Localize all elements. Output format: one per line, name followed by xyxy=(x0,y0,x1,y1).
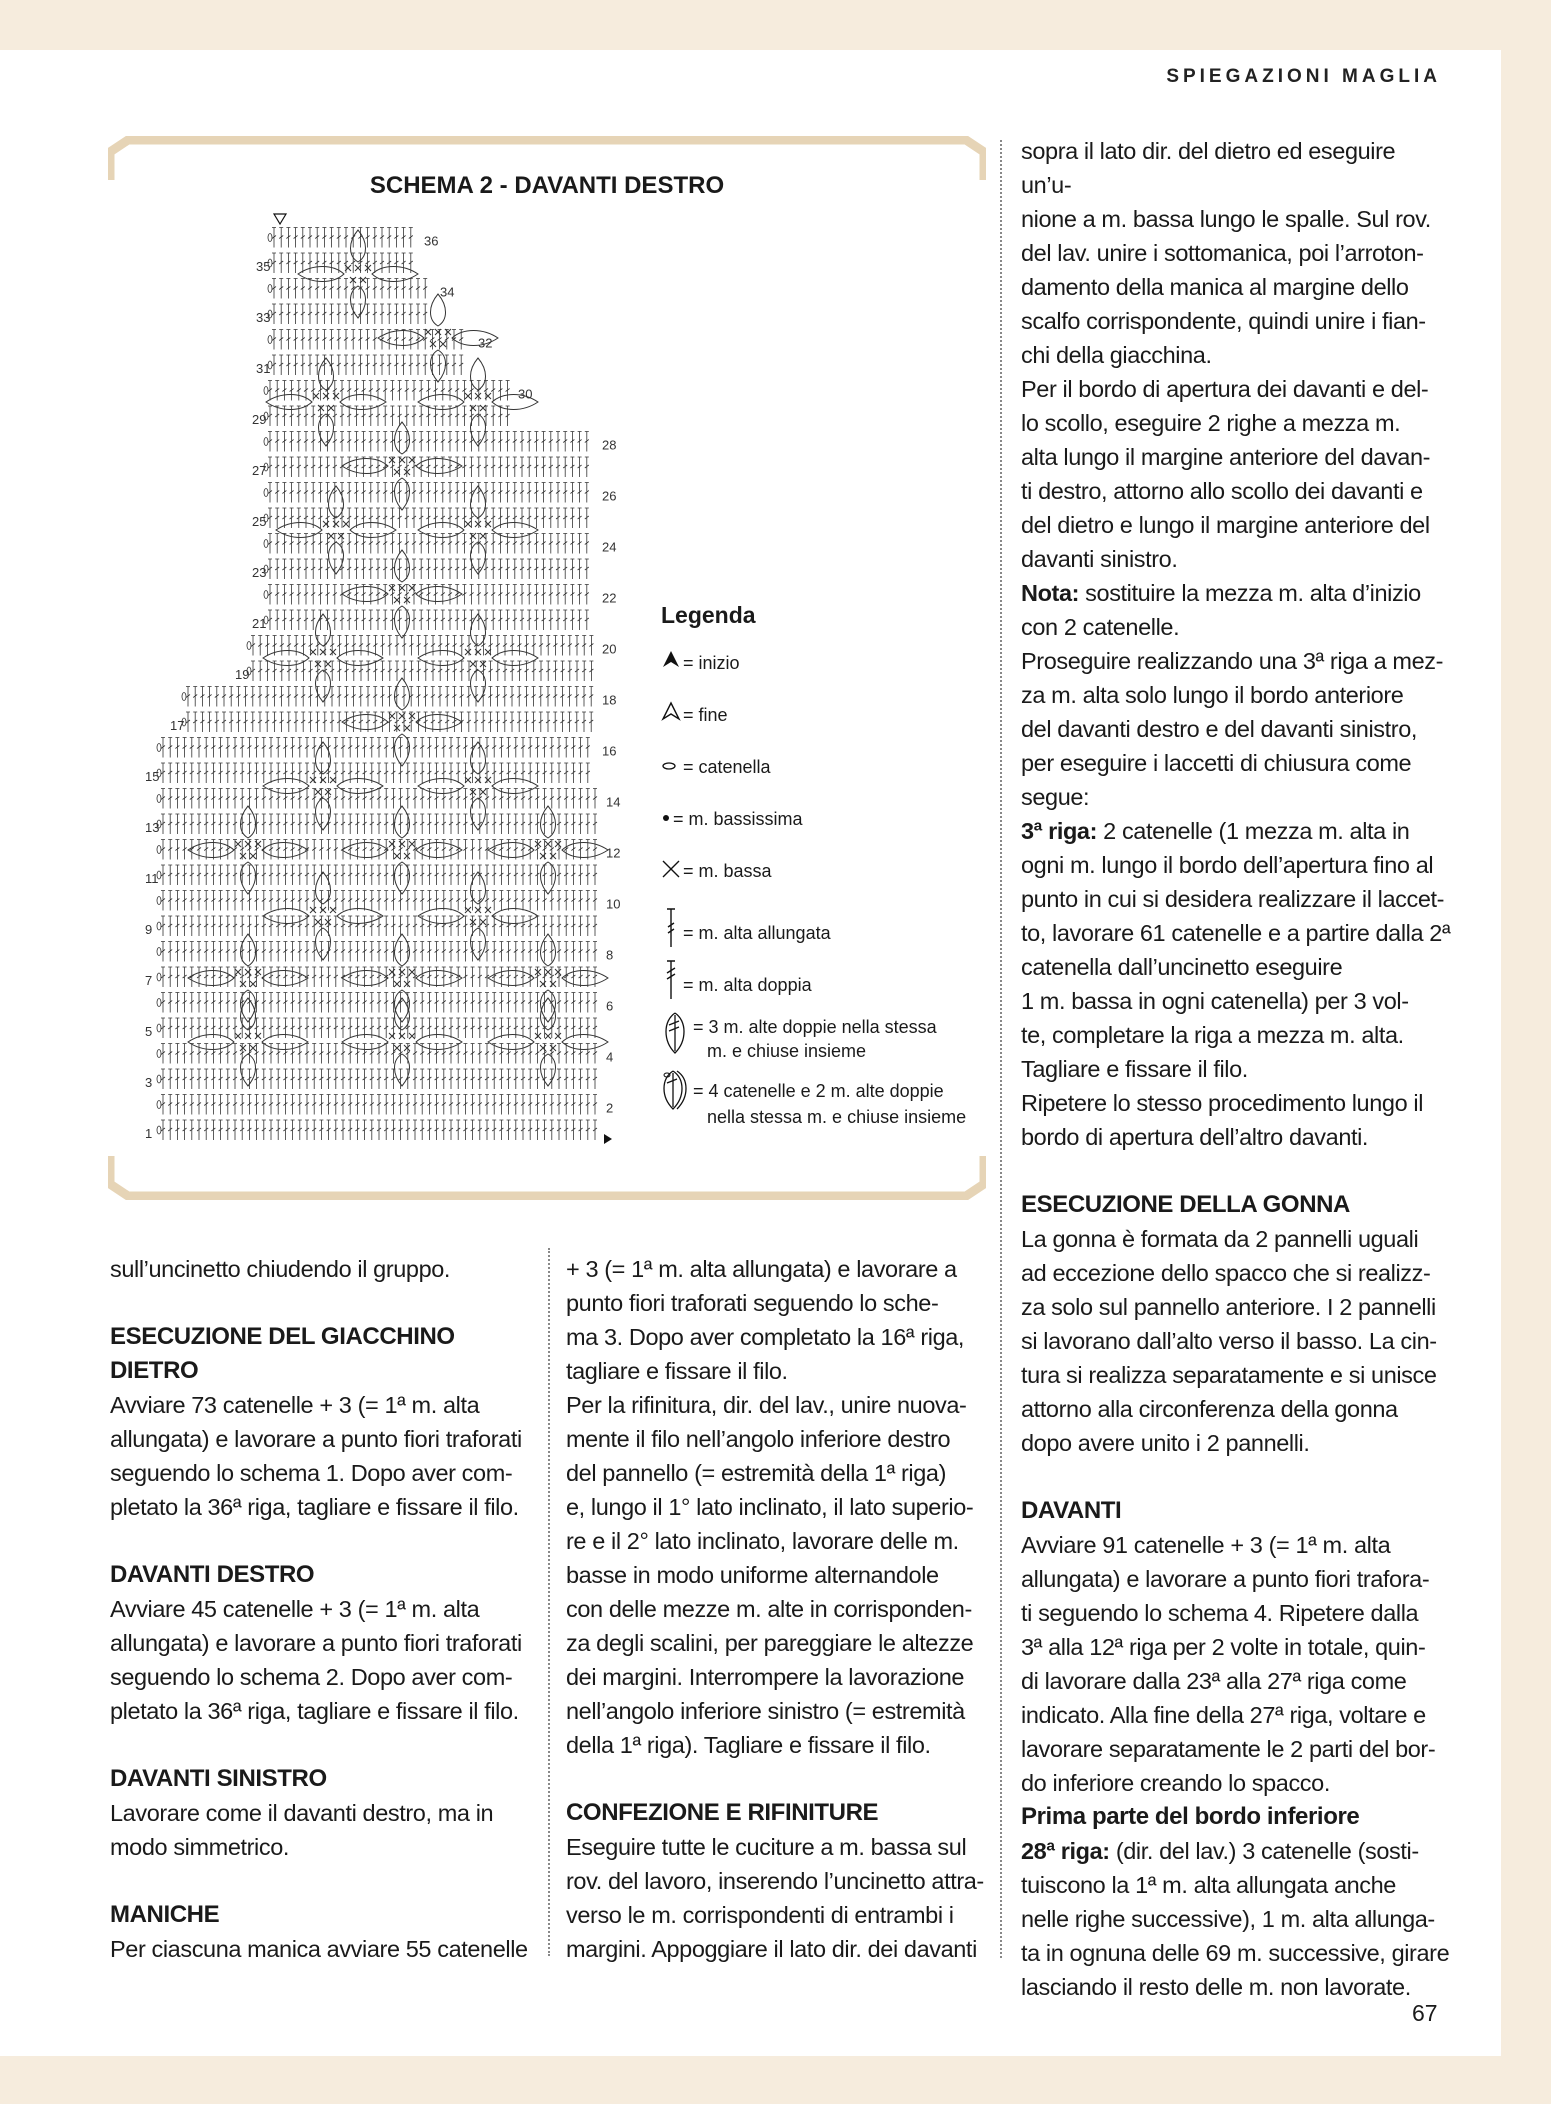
row-number: 24 xyxy=(602,539,617,555)
row-number: 3 xyxy=(145,1075,153,1090)
legend-item-edc: = m. alta allungata xyxy=(661,907,981,959)
chain-mark xyxy=(157,973,161,981)
sc-cross-mark xyxy=(323,521,349,539)
sc-cross-mark xyxy=(235,1033,261,1051)
chart-row xyxy=(157,891,597,911)
text-column-2 xyxy=(566,1252,994,1966)
paragraph: sull’uncinetto chiudendo il gruppo. xyxy=(110,1256,451,1282)
chart-stitches xyxy=(161,916,597,936)
legend-item-treble: = m. alta doppia xyxy=(661,959,981,1011)
heading-gonna: ESECUZIONE DELLA GONNA xyxy=(1021,1191,1350,1218)
chart-row xyxy=(264,432,589,452)
petal-mark xyxy=(395,422,410,454)
row-number: 7 xyxy=(145,973,153,988)
text-line: punto fiori traforati seguendo lo sche- xyxy=(566,1290,939,1316)
petal-mark xyxy=(241,806,256,838)
chart-stitches xyxy=(186,687,593,707)
text-line: damento della manica al margine dello xyxy=(1021,274,1409,300)
chart-stitches xyxy=(161,891,597,911)
petal-mark xyxy=(418,779,464,794)
chart-stitches xyxy=(161,1120,597,1140)
chain-mark xyxy=(157,846,161,854)
petal-mark xyxy=(266,395,312,410)
petal-mark xyxy=(492,779,538,794)
paragraph-davanti-sinistro: Lavorare come il davanti destro, ma in modo simmetrico. xyxy=(110,1800,494,1860)
paragraph-nota: Nota: sostituire la mezza m. alta d’inizio con 2 catenelle. Proseguire realizzando una 3ª riga a mez- za m. alta solo lungo il bordo anteriore del davanti destro e del davanti sinistro, per eseguire i laccetti di chiusura come segue: xyxy=(1021,580,1444,810)
legend-title: Legenda xyxy=(661,602,756,628)
petal-mark xyxy=(241,1054,256,1086)
text-line: nell’angolo inferiore sinistro (= estremità xyxy=(566,1698,965,1724)
text-line: za m. alta solo lungo il bordo anteriore xyxy=(1021,682,1404,708)
petal-mark xyxy=(395,1054,410,1086)
text-line: ti destro, attorno allo scollo dei davanti e xyxy=(1021,478,1423,504)
text-line: basse in modo uniforme alternandole xyxy=(566,1562,939,1588)
petal-mark xyxy=(395,478,410,510)
petal-mark xyxy=(298,267,344,282)
row-number: 11 xyxy=(145,871,159,886)
paragraph-davanti-destro: Avviare 45 catenelle + 3 (= 1ª m. alta allungata) e lavorare a punto fiori traforati seguendo lo schema 2. Dopo aver com- pletato la 36ª riga, tagliare e fissare il filo. xyxy=(110,1596,522,1724)
petal-mark xyxy=(263,779,309,794)
chain-mark xyxy=(268,285,272,293)
legend xyxy=(661,602,981,1127)
chart-stitches xyxy=(268,559,589,579)
petal-mark xyxy=(337,651,383,666)
text-line: Tagliare e fissare il filo. xyxy=(1021,1056,1248,1082)
row-number: 25 xyxy=(252,514,267,529)
chain-mark xyxy=(157,795,161,803)
sc-cross-mark xyxy=(465,393,491,411)
row-number: 1 xyxy=(145,1126,153,1141)
chain-mark xyxy=(264,489,268,497)
row-number: 22 xyxy=(602,590,617,606)
chain-mark xyxy=(268,234,272,242)
row-number: 23 xyxy=(252,565,267,580)
petal-mark xyxy=(340,395,386,410)
row-number: 32 xyxy=(478,335,493,351)
chart-row xyxy=(157,814,597,834)
text-line: ogni m. lungo il bordo dell’apertura fino al xyxy=(1021,852,1434,878)
text-column-3 xyxy=(1021,134,1451,2004)
chain-mark xyxy=(182,693,186,701)
petal-mark xyxy=(188,1035,234,1050)
petal-mark xyxy=(471,358,486,390)
legend-item-cluster4: = 4 catenelle e 2 m. alte doppie nella stessa m. e chiuse insieme xyxy=(661,1067,981,1127)
chart-row xyxy=(268,253,413,273)
chart-row xyxy=(268,330,463,350)
chart-row xyxy=(264,610,589,630)
chart-stitches xyxy=(161,967,597,987)
text-line: catenella dall’uncinetto eseguire xyxy=(1021,954,1343,980)
text-line: tura si realizza separatamente e si unisce xyxy=(1021,1362,1437,1388)
text-line: ad eccezione dello spacco che si realizz- xyxy=(1021,1260,1431,1286)
text-line: Avviare 91 catenelle + 3 (= 1ª m. alta xyxy=(1021,1532,1391,1558)
text-line: 1 m. bassa in ogni catenella) per 3 vol- xyxy=(1021,988,1409,1014)
row-number: 12 xyxy=(606,845,621,861)
petal-mark xyxy=(488,843,534,858)
text-line: te, completare la riga a mezza m. alta. xyxy=(1021,1022,1404,1048)
chart-row xyxy=(264,508,589,528)
text-line: Ripetere lo stesso procedimento lungo il xyxy=(1021,1090,1424,1116)
petal-mark xyxy=(188,971,234,986)
text-line: lavorare separatamente le 2 parti del bor- xyxy=(1021,1736,1436,1762)
chain-mark xyxy=(157,1024,161,1032)
chart-row xyxy=(157,1069,597,1089)
legend-item-end: = fine xyxy=(661,699,981,751)
text-line: si lavorano dall’alto verso il basso. La cin- xyxy=(1021,1328,1437,1354)
text-line: con 2 catenelle. xyxy=(1021,614,1180,640)
paragraph-gonna xyxy=(1021,1222,1451,1460)
row-number: 10 xyxy=(606,896,621,912)
sc-cross-mark xyxy=(389,841,415,859)
chart-row xyxy=(264,585,589,605)
text-line: attorno alla circonferenza della gonna xyxy=(1021,1396,1398,1422)
chart-row xyxy=(268,228,413,248)
text-line: mente il filo nell’angolo inferiore destro xyxy=(566,1426,951,1452)
legend-item-sc: = m. bassa xyxy=(661,855,981,907)
petal-mark xyxy=(418,651,464,666)
petal-mark xyxy=(488,971,534,986)
column-separator xyxy=(548,1248,550,1956)
paragraph-rifinitura xyxy=(566,1252,994,1762)
petal-mark xyxy=(416,587,462,602)
text-line: del dietro e lungo il margine anteriore del xyxy=(1021,512,1430,538)
text-line: con delle mezze m. alte in corrisponden- xyxy=(566,1596,972,1622)
text-line: do inferiore creando lo spacco. xyxy=(1021,1770,1330,1796)
text-line: scalfo corrispondente, quindi unire i fian- xyxy=(1021,308,1426,334)
running-head: SPIEGAZIONI MAGLIA xyxy=(1166,66,1441,87)
chart-stitches xyxy=(161,789,597,809)
text-line: Eseguire tutte le cuciture a m. bassa sul xyxy=(566,1834,967,1860)
row-number: 36 xyxy=(424,233,439,249)
chain-mark xyxy=(247,642,251,650)
chart-stitches xyxy=(161,865,597,885)
chain-mark xyxy=(157,948,161,956)
paragraph-davanti-gonna xyxy=(1021,1528,1451,1800)
text-line: nelle righe successive), 1 m. alta allunga- xyxy=(1021,1906,1435,1932)
petal-mark xyxy=(351,230,366,262)
petal-mark xyxy=(395,550,410,582)
text-line: verso le m. corrispondenti di entrambi i xyxy=(566,1902,954,1928)
chart-row xyxy=(264,534,589,554)
chart-row xyxy=(157,789,597,809)
schema-figure xyxy=(108,136,986,1200)
chart-stitches xyxy=(268,432,589,452)
text-line: di lavorare dalla 23ª alla 27ª riga come xyxy=(1021,1668,1407,1694)
petal-mark xyxy=(492,651,538,666)
row-number: 34 xyxy=(440,284,455,300)
petal-mark xyxy=(416,459,462,474)
row-number: 2 xyxy=(606,1100,614,1116)
petal-mark xyxy=(541,1054,556,1086)
petal-mark xyxy=(337,779,383,794)
text-line: della 1ª riga). Tagliare e fissare il filo. xyxy=(566,1732,931,1758)
petal-mark xyxy=(241,934,256,966)
chart-stitches xyxy=(272,253,413,273)
sc-cross-mark xyxy=(345,265,371,283)
text-line: 3ª alla 12ª riga per 2 volte in totale, quin- xyxy=(1021,1634,1426,1660)
end-marker xyxy=(274,214,286,224)
chain-mark xyxy=(264,540,268,548)
page-number: 67 xyxy=(1412,2000,1438,2026)
text-line: rov. del lavoro, inserendo l’uncinetto attra- xyxy=(566,1868,984,1894)
sc-cross-mark xyxy=(465,521,491,539)
chart-stitches xyxy=(186,712,593,732)
text-line: indicato. Alla fine della 27ª riga, voltare e xyxy=(1021,1702,1426,1728)
petal-mark xyxy=(416,843,462,858)
chain-mark xyxy=(157,744,161,752)
text-line: del lav. unire i sottomanica, poi l’arroton- xyxy=(1021,240,1424,266)
row-number: 4 xyxy=(606,1049,614,1065)
chart-stitches xyxy=(272,304,427,324)
chart-stitches xyxy=(161,942,597,962)
text-line: per eseguire i laccetti di chiusura come xyxy=(1021,750,1412,776)
chart-row xyxy=(157,865,597,885)
text-line: tagliare e fissare il filo. xyxy=(566,1358,788,1384)
chart-stitches xyxy=(268,483,589,503)
text-line: nione a m. bassa lungo le spalle. Sul rov. xyxy=(1021,206,1431,232)
row-number: 26 xyxy=(602,488,617,504)
chain-mark xyxy=(157,897,161,905)
paragraph-giacchino: Avviare 73 catenelle + 3 (= 1ª m. alta allungata) e lavorare a punto fiori traforati seguendo lo schema 1. Dopo aver com- pletato la 36ª riga, tagliare e fissare il filo. xyxy=(110,1392,522,1520)
text-line: sopra il lato dir. del dietro ed eseguire un’u- xyxy=(1021,138,1396,198)
row-number: 31 xyxy=(256,361,271,376)
text-line: dei margini. Interrompere la lavorazione xyxy=(566,1664,965,1690)
row-number: 6 xyxy=(606,998,614,1014)
text-line: segue: xyxy=(1021,784,1090,810)
chart-stitches xyxy=(272,228,413,248)
text-line: za solo sul pannello anteriore. I 2 pannelli xyxy=(1021,1294,1436,1320)
legend-item-cluster3: = 3 m. alte doppie nella stessa m. e chiuse insieme xyxy=(661,1011,981,1067)
petal-mark xyxy=(395,734,410,766)
paragraph-riga28: 28ª riga: (dir. del lav.) 3 catenelle (sosti- tuiscono la 1ª m. alta allungata anche nelle righe successive), 1 m. alta allunga- ta in ognuna delle 69 m. successive, girare lasciando il resto delle m. non lavorate. xyxy=(1021,1838,1450,2000)
legend-item-chain: = catenella xyxy=(661,751,981,803)
chart-stitches xyxy=(251,661,593,681)
chart-row xyxy=(157,1044,597,1064)
text-line: to, lavorare 61 catenelle e a partire dalla 2ª xyxy=(1021,920,1451,946)
row-number: 20 xyxy=(602,641,617,657)
row-number: 27 xyxy=(252,463,267,478)
row-number: 29 xyxy=(252,412,267,427)
heading-davanti-sinistro: DAVANTI SINISTRO xyxy=(110,1765,327,1792)
petal-mark xyxy=(562,1035,608,1050)
text-line: ma 3. Dopo aver completato la 16ª riga, xyxy=(566,1324,965,1350)
paragraph-riga3: 3ª riga: 2 catenelle (1 mezza m. alta in ogni m. lungo il bordo dell’apertura fino al punto in cui si desidera realizzare il laccet- to, lavorare 61 catenelle e a partire dalla 2ª catenella dall’uncinetto eseguire 1 m. bassa in ogni catenella) per 3 vol- te, completare la riga a mezza m. alta. Tagliare e fissare il filo. Ripetere lo stesso procedimento lungo il bordo di apertura dell’altro davanti. xyxy=(1021,818,1451,1150)
text-line: allungata) e lavorare a punto fiori trafora- xyxy=(1021,1566,1430,1592)
petal-mark xyxy=(350,523,396,538)
chart-stitches xyxy=(161,840,597,860)
sc-cross-mark xyxy=(535,1033,561,1051)
row-number: 21 xyxy=(252,616,267,631)
text-line: Per il bordo di apertura dei davanti e del- xyxy=(1021,376,1429,402)
chain-mark xyxy=(157,1101,161,1109)
chart-stitches xyxy=(161,814,597,834)
heading-confezione: CONFEZIONE E RIFINITURE xyxy=(566,1799,879,1826)
text-line: bordo di apertura dell’altro davanti. xyxy=(1021,1124,1369,1150)
chain-mark xyxy=(157,1126,161,1134)
heading-davanti-destro: DAVANTI DESTRO xyxy=(110,1561,315,1588)
row-number: 13 xyxy=(145,820,160,835)
text-line: lasciando il resto delle m. non lavorate. xyxy=(1021,1974,1411,2000)
chart-row xyxy=(157,1120,597,1140)
petal-mark xyxy=(241,862,256,894)
chart-row xyxy=(264,559,589,579)
petal-mark xyxy=(395,606,410,638)
chart-row xyxy=(182,687,593,707)
chain-mark xyxy=(264,387,268,395)
text-line: margini. Appoggiare il lato dir. dei davanti xyxy=(566,1936,977,1962)
text-column-1 xyxy=(110,1252,538,1966)
row-number: 28 xyxy=(602,437,617,453)
row-number: 33 xyxy=(256,310,271,325)
paragraph-unione xyxy=(1021,134,1451,576)
text-line: re e il 2° lato inclinato, lavorare delle m. xyxy=(566,1528,959,1554)
petal-mark xyxy=(395,862,410,894)
chart-row xyxy=(268,279,427,299)
text-line: tuiscono la 1ª m. alta allungata anche xyxy=(1021,1872,1396,1898)
schema-title: SCHEMA 2 - DAVANTI DESTRO xyxy=(369,172,725,199)
legend-item-start: = inizio xyxy=(661,647,981,699)
text-line: davanti sinistro. xyxy=(1021,546,1178,572)
chain-mark xyxy=(264,591,268,599)
chart-stitches xyxy=(161,1095,597,1115)
chain-mark xyxy=(157,999,161,1007)
text-line: dopo avere unito i 2 pannelli. xyxy=(1021,1430,1310,1456)
chart-row xyxy=(157,738,590,758)
sc-cross-mark xyxy=(389,969,415,987)
petal-mark xyxy=(378,331,424,346)
chart-stitches xyxy=(161,738,590,758)
chart-row xyxy=(157,1095,597,1115)
row-number: 30 xyxy=(518,386,533,402)
row-number: 8 xyxy=(606,947,614,963)
row-number: 16 xyxy=(602,743,617,759)
chart-stitches xyxy=(272,279,427,299)
text-line: del davanti destro e del davanti sinistro, xyxy=(1021,716,1417,742)
chart-stitches xyxy=(272,330,463,350)
row-number: 9 xyxy=(145,922,153,937)
heading-maniche: MANICHE xyxy=(110,1901,220,1928)
paragraph-maniche: Per ciascuna manica avviare 55 catenelle xyxy=(110,1936,528,1962)
row-number: 14 xyxy=(606,794,621,810)
row-number: 15 xyxy=(145,769,160,784)
chart-stitches xyxy=(251,636,593,656)
text-line: ta in ognuna delle 69 m. successive, girare xyxy=(1021,1940,1450,1966)
chart-row xyxy=(264,406,510,426)
row-number: 5 xyxy=(145,1024,153,1039)
chain-mark xyxy=(264,438,268,446)
text-line: chi della giacchina. xyxy=(1021,342,1212,368)
chart-row xyxy=(157,942,597,962)
chart-stitches xyxy=(161,993,597,1013)
chart-stitches xyxy=(161,1018,597,1038)
sc-cross-mark xyxy=(389,1033,415,1051)
text-line: + 3 (= 1ª m. alta allungata) e lavorare a xyxy=(566,1256,957,1282)
heading-prima-parte: Prima parte del bordo inferiore xyxy=(1021,1803,1360,1830)
start-marker xyxy=(604,1134,612,1144)
petal-mark xyxy=(488,1035,534,1050)
chart-row xyxy=(157,1018,597,1038)
chain-mark xyxy=(268,336,272,344)
text-line: La gonna è formata da 2 pannelli uguali xyxy=(1021,1226,1419,1252)
chart-row xyxy=(264,483,589,503)
chart-row xyxy=(268,355,463,375)
petal-mark xyxy=(263,651,309,666)
chart-row xyxy=(264,381,510,401)
row-number: 19 xyxy=(235,667,250,682)
row-number: 17 xyxy=(170,718,185,733)
legend-item-slip: = m. bassissima xyxy=(661,803,981,855)
chart-stitches xyxy=(268,534,589,554)
text-line: lo scollo, eseguire 2 righe a mezza m. xyxy=(1021,410,1401,436)
text-line: Proseguire realizzando una 3ª riga a mez- xyxy=(1021,648,1444,674)
petal-mark xyxy=(562,843,608,858)
chain-mark xyxy=(157,922,161,930)
text-line: za degli scalini, per pareggiare le altezze xyxy=(566,1630,974,1656)
chart-stitches xyxy=(272,355,463,375)
row-number: 35 xyxy=(256,259,271,274)
heading-davanti-gonna: DAVANTI xyxy=(1021,1497,1122,1524)
text-line: alta lungo il margine anteriore del davan- xyxy=(1021,444,1431,470)
chain-mark xyxy=(157,1075,161,1083)
text-line: e, lungo il 1° lato inclinato, il lato superio- xyxy=(566,1494,974,1520)
chain-mark xyxy=(157,1050,161,1058)
chart-row xyxy=(157,993,597,1013)
text-line: ti seguendo lo schema 4. Ripetere dalla xyxy=(1021,1600,1419,1626)
petal-mark xyxy=(416,971,462,986)
petal-mark xyxy=(351,286,366,318)
text-line: punto in cui si desidera realizzare il laccet- xyxy=(1021,886,1445,912)
column-separator xyxy=(1000,140,1002,1958)
paragraph-confezione xyxy=(566,1830,994,1966)
chart-row xyxy=(268,304,427,324)
petal-mark xyxy=(541,862,556,894)
text-line: del pannello (= estremità della 1ª riga) xyxy=(566,1460,947,1486)
text-line: Per la rifinitura, dir. del lav., unire nuova- xyxy=(566,1392,967,1418)
chart-stitches xyxy=(161,1069,597,1089)
petal-mark xyxy=(562,971,608,986)
petal-mark xyxy=(416,1035,462,1050)
row-number: 18 xyxy=(602,692,617,708)
heading-giacchino: ESECUZIONE DEL GIACCHINO DIETRO xyxy=(110,1323,455,1384)
